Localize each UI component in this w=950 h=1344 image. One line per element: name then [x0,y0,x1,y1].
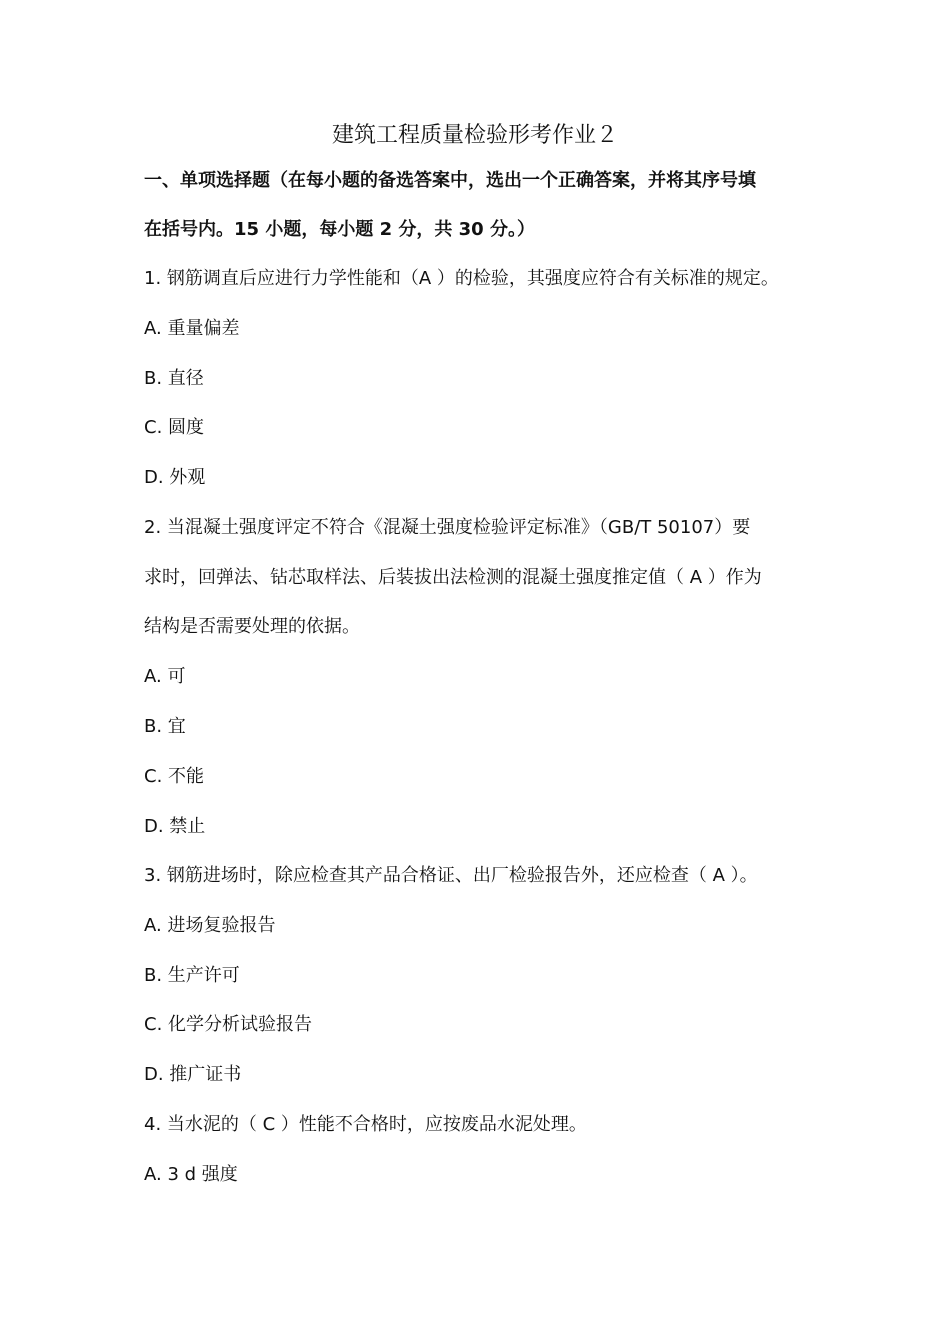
question-4-stem: 4. 当水泥的（ C ）性能不合格时，应按废品水泥处理。 [144,1114,587,1135]
question-4-option-a: A. 3 d 强度 [144,1164,238,1185]
document-title: 建筑工程质量检验形考作业２ [331,123,618,148]
question-2-stem-line-3: 结构是否需要处理的依据。 [144,616,360,637]
question-1-option-b: B. 直径 [144,368,204,389]
section-heading-line-1: 一、单项选择题（在每小题的备选答案中，选出一个正确答案，并将其序号填 [144,170,756,191]
question-2-option-a: A. 可 [144,666,186,687]
question-1-option-c: C. 圆度 [144,417,205,438]
question-1-option-d: D. 外观 [144,467,206,488]
question-3-stem: 3. 钢筋进场时，除应检查其产品合格证、出厂检验报告外，还应检查（ A ）。 [144,865,758,886]
question-3-option-a: A. 进场复验报告 [144,915,276,936]
question-3-option-d: D. 推广证书 [144,1064,242,1085]
question-1-option-a: A. 重量偏差 [144,318,240,339]
question-3-option-b: B. 生产许可 [144,965,240,986]
question-2-option-c: C. 不能 [144,766,205,787]
question-2-stem-line-1: 2. 当混凝土强度评定不符合《混凝土强度检验评定标准》（GB/T 50107）要 [144,517,751,538]
question-2-option-d: D. 禁止 [144,816,206,837]
question-3-option-c: C. 化学分析试验报告 [144,1014,313,1035]
question-1-stem: 1. 钢筋调直后应进行力学性能和（A ）的检验，其强度应符合有关标准的规定。 [144,268,779,289]
question-2-stem-line-2: 求时，回弹法、钻芯取样法、后装拔出法检测的混凝土强度推定值（ A ）作为 [144,567,762,588]
question-2-option-b: B. 宜 [144,716,186,737]
section-heading-line-2: 在括号内。15 小题，每小题 2 分，共 30 分。） [144,219,535,240]
